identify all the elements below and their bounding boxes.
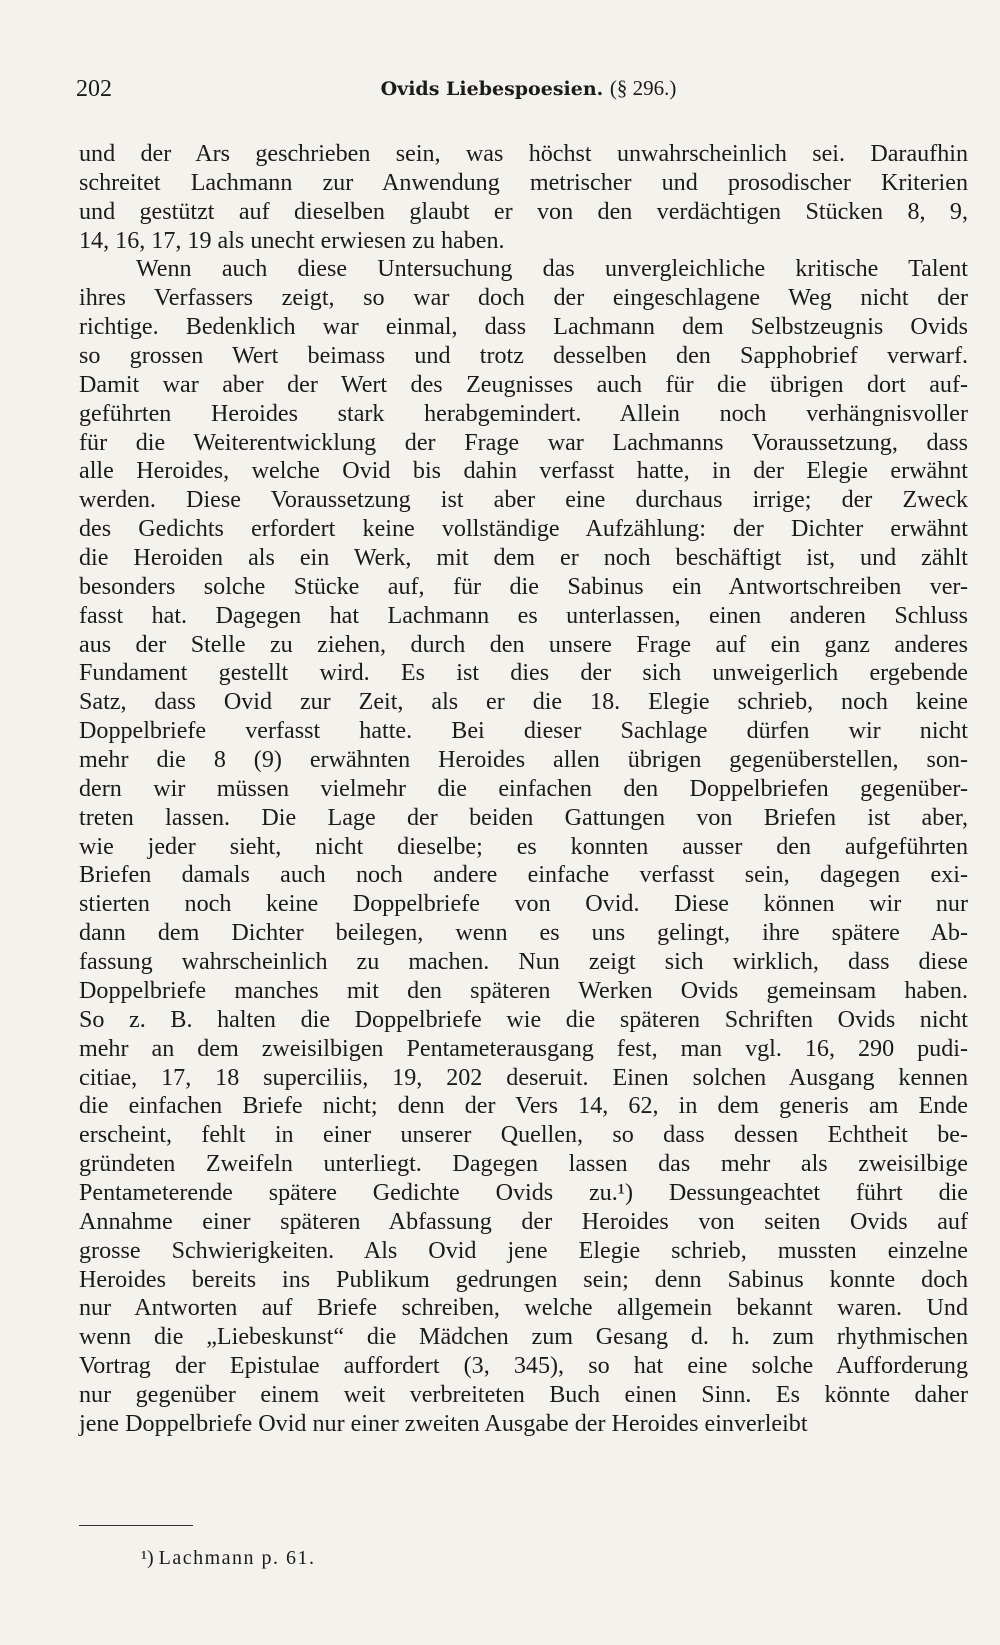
text-line: die einfachen Briefe nicht; denn der Vers 14, 62, in dem generis am Ende xyxy=(79,1093,968,1120)
text-line: treten lassen. Die Lage der beiden Gattungen von Briefen ist aber, xyxy=(79,804,968,831)
footnote-text: Lachmann p. 61. xyxy=(158,1547,316,1569)
text-line: ihres Verfassers zeigt, so war doch der eingeschlagene Weg nicht der xyxy=(79,285,968,312)
text-line: 14, 16, 17, 19 als unecht erwiesen zu haben. xyxy=(79,227,505,254)
text-line: dann dem Dichter beilegen, wenn es uns gelingt, ihre spätere Ab- xyxy=(79,920,968,947)
text-line: nur Antworten auf Briefe schreiben, welche allgemein bekannt waren. Und xyxy=(79,1295,968,1322)
text-line: und gestützt auf dieselben glaubt er von den verdächtigen Stücken 8, 9, xyxy=(79,198,968,225)
text-line: richtige. Bedenklich war einmal, dass Lachmann dem Selbstzeugnis Ovids xyxy=(79,314,968,341)
page-number: 202 xyxy=(76,76,112,102)
text-line: werden. Diese Voraussetzung ist aber eine durchaus irrige; der Zweck xyxy=(79,487,968,514)
text-line: Annahme einer späteren Abfassung der Heroides von seiten Ovids auf xyxy=(79,1208,968,1235)
text-line: gründeten Zweifeln unterliegt. Dagegen lassen das mehr als zweisilbige xyxy=(79,1151,968,1178)
text-line: dern wir müssen vielmehr die einfachen den Doppelbriefen gegenüber- xyxy=(79,775,968,802)
running-head xyxy=(76,76,981,101)
text-line: wie jeder sieht, nicht dieselbe; es konnten ausser den aufgeführten xyxy=(79,833,968,860)
running-title: Ovids Liebespoesien. xyxy=(380,78,604,100)
text-line: citiae, 17, 18 superciliis, 19, 202 deseruit. Einen solchen Ausgang kennen xyxy=(79,1064,968,1091)
text-line: Fundament gestellt wird. Es ist dies der sich unweigerlich ergebende xyxy=(79,660,968,687)
footnote xyxy=(141,1547,316,1570)
text-line: die Heroiden als ein Werk, mit dem er noch beschäftigt ist, und zählt xyxy=(79,545,968,572)
footnote-marker: ¹) xyxy=(141,1547,154,1569)
text-line: grosse Schwierigkeiten. Als Ovid jene Elegie schrieb, mussten einzelne xyxy=(79,1237,968,1264)
text-line: alle Heroides, welche Ovid bis dahin verfasst hatte, in der Elegie erwähnt xyxy=(79,458,968,485)
text-line: nur gegenüber einem weit verbreiteten Buch einen Sinn. Es könnte daher xyxy=(79,1381,968,1408)
text-line: So z. B. halten die Doppelbriefe wie die späteren Schriften Ovids nicht xyxy=(79,1006,968,1033)
page-header xyxy=(76,76,981,108)
text-line: aus der Stelle zu ziehen, durch den unsere Frage auf ein ganz anderes xyxy=(79,631,968,658)
text-line: des Gedichts erfordert keine vollständige Aufzählung: der Dichter erwähnt xyxy=(79,516,968,543)
text-line: schreitet Lachmann zur Anwendung metrischer und prosodischer Kriterien xyxy=(79,169,968,196)
text-line: Briefen damals auch noch andere einfache verfasst sein, dagegen exi- xyxy=(79,862,968,889)
body-text xyxy=(79,140,968,1439)
text-line: für die Weiterentwicklung der Frage war Lachmanns Voraussetzung, dass xyxy=(79,429,968,456)
text-line: und der Ars geschrieben sein, was höchst unwahrscheinlich sei. Daraufhin xyxy=(79,141,968,167)
footnote-divider xyxy=(79,1525,193,1526)
text-line: Doppelbriefe verfasst hatte. Bei dieser Sachlage dürfen wir nicht xyxy=(79,718,968,745)
text-line: jene Doppelbriefe Ovid nur einer zweiten Ausgabe der Heroides einverleibt xyxy=(79,1410,808,1437)
text-line: geführten Heroides stark herabgemindert. Allein noch verhängnisvoller xyxy=(79,400,968,427)
text-line: Damit war aber der Wert des Zeugnisses auch für die übrigen dort auf- xyxy=(79,371,968,398)
text-line: erscheint, fehlt in einer unserer Quellen, so dass dessen Echtheit be- xyxy=(79,1122,968,1149)
text-line: fassung wahrscheinlich zu machen. Nun zeigt sich wirklich, dass diese xyxy=(79,949,968,976)
text-line: fasst hat. Dagegen hat Lachmann es unterlassen, einen anderen Schluss xyxy=(79,602,968,629)
text-line: besonders solche Stücke auf, für die Sabinus ein Antwortschreiben ver- xyxy=(79,573,968,600)
text-line: Heroides bereits ins Publikum gedrungen sein; denn Sabinus konnte doch xyxy=(79,1266,968,1293)
text-line: stierten noch keine Doppelbriefe von Ovid. Diese können wir nur xyxy=(79,891,968,918)
text-line: so grossen Wert beimass und trotz desselben den Sapphobrief verwarf. xyxy=(79,343,968,370)
text-line: Doppelbriefe manches mit den späteren Werken Ovids gemeinsam haben. xyxy=(79,977,968,1004)
text-line: mehr die 8 (9) erwähnten Heroides allen übrigen gegenüberstellen, son- xyxy=(79,747,968,774)
text-line: mehr an dem zweisilbigen Pentameterausgang fest, man vgl. 16, 290 pudi- xyxy=(79,1035,968,1062)
text-line: Wenn auch diese Untersuchung das unvergleichliche kritische Talent xyxy=(136,256,968,283)
text-line: Satz, dass Ovid zur Zeit, als er die 18. Elegie schrieb, noch keine xyxy=(79,689,968,716)
text-line: wenn die „Liebeskunst“ die Mädchen zum Gesang d. h. zum rhythmischen xyxy=(79,1324,968,1351)
text-line: Vortrag der Epistulae auffordert (3, 345), so hat eine solche Aufforderung xyxy=(79,1353,968,1380)
text-line: Pentameterende spätere Gedichte Ovids zu.¹) Dessungeachtet führt die xyxy=(79,1179,968,1206)
section-reference: (§ 296.) xyxy=(609,76,677,100)
